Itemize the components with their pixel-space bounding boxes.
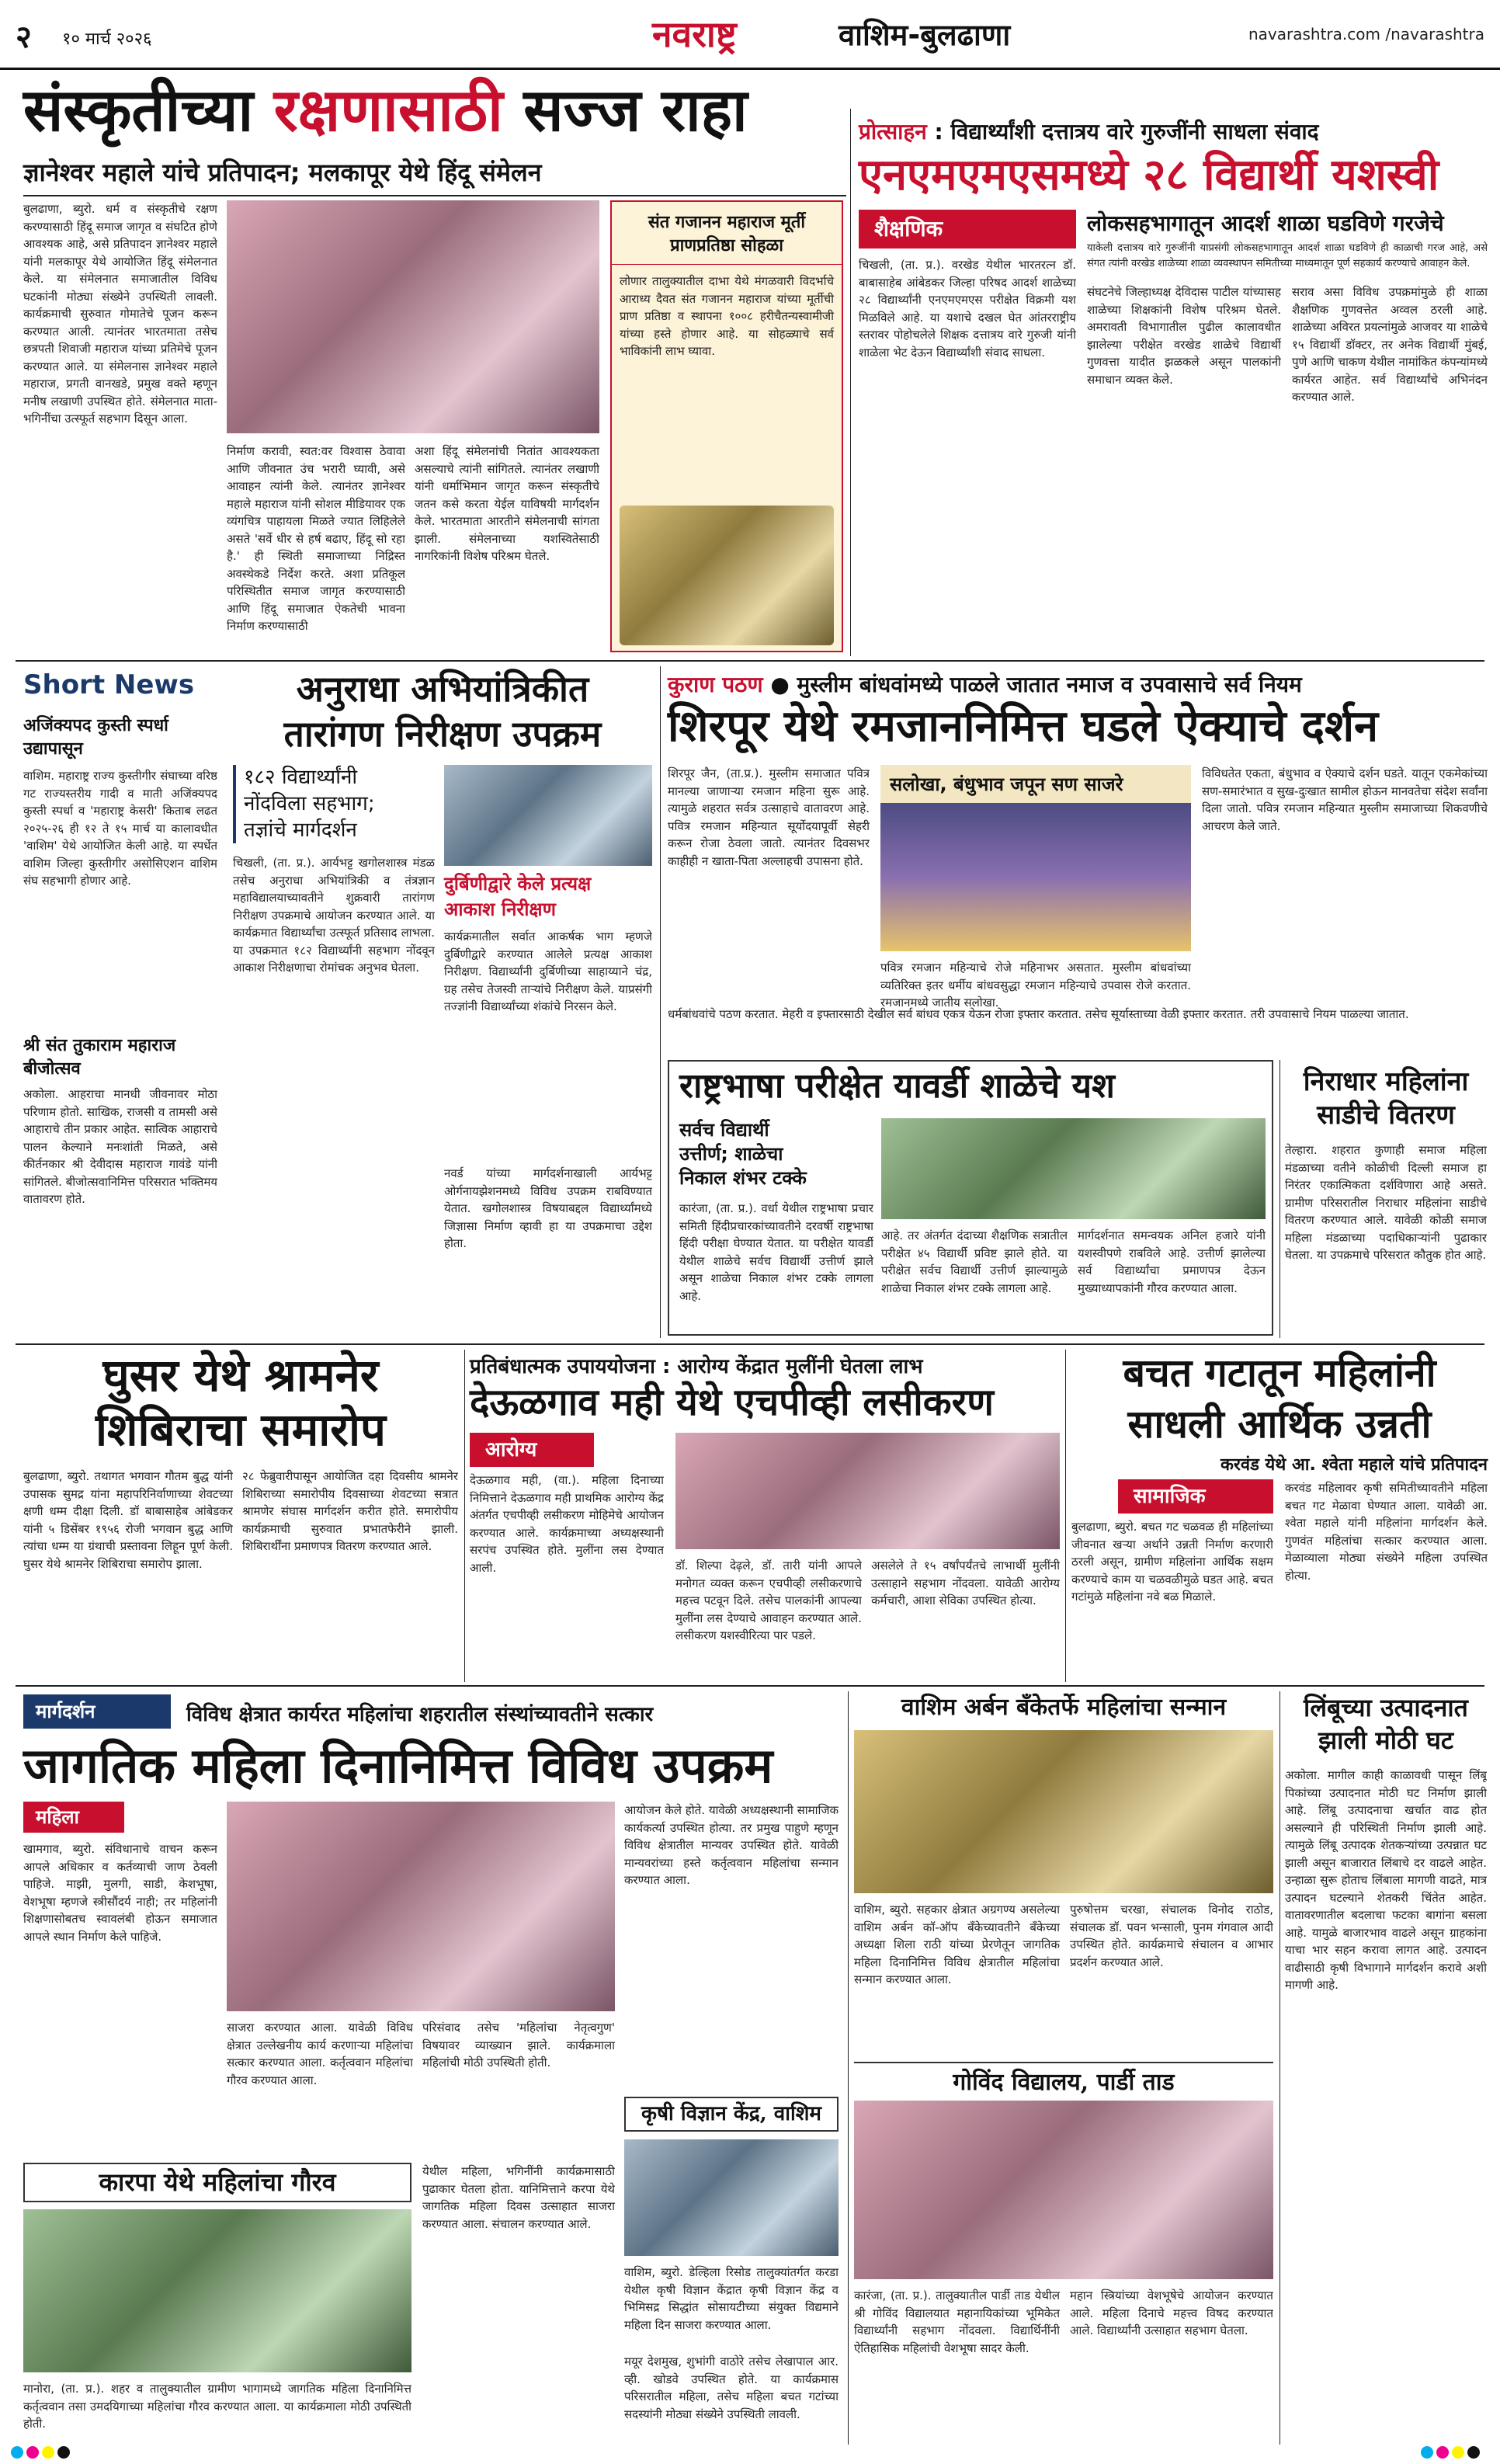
short-news-2-title: श्री संत तुकाराम महाराज बीजोत्सव [23, 1036, 176, 1079]
registration-mark-magenta [1436, 2446, 1449, 2459]
short-news-1-title: अजिंक्यपद कुस्ती स्पर्धा उद्यापासून [23, 716, 168, 759]
column-rule [848, 1691, 849, 2445]
edu-body-col2: संघटनेचे जिल्हाध्यक्ष देविदास पाटील यांच्यासह शाळेच्या शिक्षकांनी विशेष परिश्रम घेतले. अमरावती विभागातील पुढील कालावधीत झालेल्या परीक्षेत वरखेड शाळेचे विद्यार्थी गुणवत्ता यादीत झळकले असून पालकांनी समाधान व्यक्त केले. [1087, 285, 1281, 387]
hpv-tag-box [470, 1433, 594, 1467]
column-rule [660, 666, 661, 1338]
urban-bank-body-1: वाशिम, ब्युरो. सहकार क्षेत्रात अग्रगण्य असलेल्या वाशिम अर्बन कॉ-ऑप बँकेच्यावतीने बँकेच्या अध्यक्षा शिला राठी यांच्या प्रेरणेतून जागतिक महिला दिनानिमित्त विविध क्षेत्रातील महिलांचा सन्मान करण्यात आला. [854, 1903, 1060, 1986]
gajanan-box-title: संत गजानन महाराज मूर्ती प्राणप्रतिष्ठा सोहळा [612, 202, 842, 265]
hpv-headline: देऊळगाव मही येथे एचपीव्ही लसीकरण [470, 1381, 994, 1424]
registration-mark-cyan [1421, 2446, 1433, 2459]
mahila-tag: महिला [36, 1806, 79, 1828]
shirpur-body-1: शिरपूर जैन, (ता.प्र.). मुस्लीम समाजात पवित्र मानल्या जाणाऱ्या रमजान महिना सुरू आहे. त्यामुळे शहरात सर्वत्र उत्साहाचे वातावरण आहे. पवित्र रमजान महिन्यात सूर्योदयापूर्वी सेहरी करून रोजा ठेवला जातो. त्यानंतर दिवसभर काहीही न खाता-पिता अल्लाहची उपासना होते. [668, 766, 870, 868]
gajanan-box [610, 200, 843, 652]
shirpur-body-3: विविधतेत एकता, बंधुभाव व ऐक्याचे दर्शन घडते. यातून एकमेकांच्या सण-समारंभात व सुख-दुःखात सामील होऊन मानवतेचा संदेश सर्वांना दिला जातो. पवित्र रमजान महिन्यात मुस्लीम समाजाच्या शिकवणीचे आचरण केले जाते. [1202, 766, 1488, 833]
rashtrabhasha-sub-3: निकाल शंभर टक्के [679, 1167, 807, 1190]
lead-headline-b: रक्षणासाठी [273, 75, 503, 144]
hpv-tag: आरोग्य [485, 1438, 537, 1461]
govind-body-2: महान स्त्रियांच्या वेशभूषेचे आयोजन करण्यात आले. महिला दिनाचे महत्त्व विषद करण्यात आले. विद्यार्थ्यांनी उत्साहात सहभाग घेतला. [1070, 2288, 1273, 2337]
rashtrabhasha-photo [881, 1118, 1266, 1219]
niradhar-title-2: साडीचे वितरण [1317, 1100, 1455, 1131]
rashtrabhasha-headline: राष्ट्रभाषा परीक्षेत यावर्डी शाळेचे यश [679, 1066, 1115, 1106]
margdarshan-tag-box [23, 1694, 171, 1729]
shirpur-kicker [668, 669, 1488, 699]
womens-day-photo [227, 1802, 615, 2011]
lead-body-col1: बुलढाणा, ब्युरो. धर्म व संस्कृतीचे रक्षण करण्यासाठी हिंदू समाज जागृत व संघटित होणे आवश्यक आहे, असे प्रतिपादन ज्ञानेश्वर महाले यांनी मलकापूर येथे आयोजित हिंदू संमेलनात केले. या संमेलनात समाजातील विविध घटकांनी मोठ्या संख्येने उपस्थिती लावली. कार्यक्रमाची सुरुवात गोमातेचे पूजन करून करण्यात आली. त्यानंतर भारतमाता तसेच छत्रपती शिवाजी महाराज यांच्या प्रतिमेचे पूजन करण्यात आले. या संमेलनास ज्ञानेश्वर महाले महाराज, प्रगती वानखडे, प्रमुख वक्ते म्हणून मनीष लखाणी उपस्थित होते. संमेलनात माता-भगिनींचा उत्स्फूर्त सहभाग दिसून आला. [23, 202, 217, 426]
shirpur-quote: सलोखा, बंधुभाव जपून सण साजरे [880, 765, 1191, 803]
lead-headline-a: संस्कृतीच्या [23, 75, 274, 144]
registration-mark-magenta [26, 2446, 39, 2459]
bachat-tag-box [1118, 1479, 1273, 1514]
bachat-body-2: करवंड महिलावर कृषी समितीच्यावतीने महिला बचत गट मेळावा घेण्यात आला. यावेळी आ. श्वेता महाले यांनी महिलांना मार्गदर्शन केले. गुणवंत महिलांचा सत्कार करण्यात आला. मेळाव्याला मोठ्या संख्येने महिला उपस्थित होत्या. [1285, 1481, 1488, 1583]
divider [16, 660, 1484, 662]
divider [16, 1685, 1484, 1687]
edu-body-col3: सराव असा विविध उपक्रमांमुळे ही शाळा शैक्षणिक गुणवत्तेत अव्वल ठरली आहे. शाळेच्या अविरत प्रयत्नांमुळे आजवर या शाळेचे १५ विद्यार्थी डॉक्टर, तर अनेक विद्यार्थी मुंबई, पुणे आणि चाकण येथील नामांकित कंपन्यांमध्ये कार्यरत आहेत. सर्व विद्यार्थ्यांचे अभिनंदन करण्यात आले. [1292, 285, 1488, 404]
gajanan-box-body: लोणार तालुक्यातील दाभा येथे मंगळवारी विदर्भाचे आराध्य दैवत संत गजानन महाराज यांच्या मूर्तीची प्राण प्रतिष्ठा व स्थापना १००८ हरीचैतन्यस्वामीजी यांच्या हस्ते होणार आहे. या सोहळ्याचे सर्व भाविकांनी लाभ घ्यावा. [620, 274, 834, 358]
womens-day-body-1: खामगाव, ब्युरो. संविधानाचे वाचन करून आपले अधिकार व कर्तव्याची जाण ठेवली पाहिजे. माझी, मुलगी, साडी, केशभूषा, वेशभूषा म्हणजे स्त्रीसौंदर्य नाही; तर महिलांनी शिक्षणासोबतच स्वावलंबी होऊन समाजात आपले स्थान निर्माण केले पाहिजे. [23, 1842, 217, 1944]
limbu-body: अकोला. मागील काही काळावधी पासून लिंबू पिकांच्या उत्पादनात मोठी घट निर्माण झाली आहे. लिंबू उत्पादनाचा खर्चात वाढ होत असल्याने ही परिस्थिती निर्माण झाली आहे. त्यामुळे लिंबू उत्पादक शेतकऱ्यांच्या उत्पन्नात घट झाली असून बाजारात लिंबाचे दर वाढले आहेत. उन्हाळा सुरू होताच लिंबाला मागणी वाढते, मात्र उत्पादन घटल्याने शेतकरी चिंतेत आहेत. वातावरणातील बदलाचा फटका बागांना बसला आहे. यामुळे बाजारभाव वाढले असून ग्राहकांना याचा भार सहन करावा लागत आहे. उत्पादन वाढीसाठी कृषी विभागाने मार्गदर्शन करावे अशी मागणी आहे. [1285, 1768, 1487, 1992]
krishi-photo [624, 2139, 839, 2256]
edu-tag: शैक्षणिक [874, 216, 943, 242]
anuradha-body-1: चिखली, (ता. प्र.). आर्यभट्ट खगोलशास्त्र मंडळ तसेच अनुराधा अभियांत्रिकी व तंत्रज्ञान महाविद्यालयाच्यावतीने शुक्रवारी तारांगण निरीक्षण उपक्रमाचे आयोजन करण्यात आले. या कार्यक्रमात विद्यार्थ्यांचा उत्स्फूर्त प्रतिसाद लाभला. या उपक्रमात १८२ विद्यार्थ्यांनी सहभाग नोंदवून आकाश निरीक्षणाचा रोमांचक अनुभव घेतला. [233, 856, 435, 975]
womens-day-body-2: आयोजन केले होते. यावेळी अध्यक्षस्थानी सामाजिक कार्यकर्त्या उपस्थित होत्या. तर प्रमुख पाहुणे म्हणून विविध क्षेत्रातील मान्यवर उपस्थित होते. यावेळी मान्यवरांच्या हस्ते कर्तृत्ववान महिलांचा सन्मान करण्यात आला. [624, 1803, 839, 1887]
edu-tag-box [859, 210, 1076, 248]
registration-mark-black [57, 2446, 70, 2459]
limbu-title-1: लिंबूच्या उत्पादनात [1304, 1693, 1468, 1722]
urban-bank-body-2: पुरुषोत्तम चरखा, संचालक विनोद राठोड, संचालक डॉ. पवन भन्साली, पुनम गंगवाल आदी उपस्थित होते. कार्यक्रमाचे संचालन व आभार प्रदर्शन करण्यात आले. [1070, 1903, 1273, 1969]
rashtrabhasha-sub-2: उत्तीर्ण; शाळेचा [679, 1143, 783, 1166]
shirpur-body-4: धर्मबांधवांचे पठण करतात. मेहरी व इफ्तारसाठी देखील सर्व बांधव एकत्र येऊन रोजा इफ्तार करतात. तसेच सूर्यास्ताच्या वेळी इफ्तार करतात. तरी उपवासाचे नियम पाळल्या जातात. [668, 1007, 1409, 1021]
column-rule [850, 109, 851, 656]
ghusar-title-2: शिबिराचा समारोप [95, 1403, 386, 1456]
short-news-title: Short News [23, 669, 195, 700]
lead-subtitle: ज्ञानेश्वर महाले यांचे प्रतिपादन; मलकापूर येथे हिंदू संमेलन [23, 155, 846, 196]
rashtrabhasha-body-1: कारंजा, (ता. प्र.). वर्धा येथील राष्ट्रभाषा प्रचार समिती हिंदीप्रचारकांच्यावतीने दरवर्षी राष्ट्रभाषा हिंदी परीक्षा घेण्यात येतात. या परीक्षेत यावर्डी येथील शाळेचे सर्वच विद्यार्थी उत्तीर्ण झाले असून शाळेचा निकाल शंभर टक्के लागला आहे. [679, 1201, 873, 1303]
shirpur-kicker-label: कुराण पठण [668, 672, 763, 697]
registration-mark-black [1467, 2446, 1480, 2459]
lead-photo [227, 200, 599, 433]
anuradha-mid-2: आकाश निरीक्षण [444, 898, 556, 920]
lead-headline [23, 75, 846, 144]
lead-body-col2: निर्माण करावी, स्वत:वर विश्वास ठेवावा आणि जीवनात उंच भरारी घ्यावी, असे आवाहन त्यांनी केले. त्यानंतर ज्ञानेश्वर महाले महाराज यांनी सोशल मीडियावर एक व्यंगचित्र पाहायला मिळते ज्यात लिहिलेले असते 'सर्वे धीर से हर्ष बढाए, हिंदू सो रहा है.' ही स्थिती समाजाच्या निद्रिस्त अवस्थेकडे निर्देश करते. अशा प्रतिकूल परिस्थितीत समाज जागृत करण्यासाठी आणि हिंदू समाजात ऐकतेची भावना निर्माण करण्यासाठी [227, 444, 405, 633]
short-news-1-body: वाशिम. महाराष्ट्र राज्य कुस्तीगीर संघाच्या वरिष्ठ गट राज्यस्तरीय गादी व माती अजिंक्यपद कुस्ती स्पर्धा व 'महाराष्ट्र केसरी' किताब लढत २०२५-२६ ही १२ ते १५ मार्च या कालावधीत 'वाशिम' येथे आयोजित केली आहे. या स्पर्धेत वाशिम जिल्हा कुस्तीगीर असोसिएशन वाशिम संघ सहभागी होणार आहे. [23, 769, 217, 888]
edu-kicker-label: प्रोत्साहन [859, 119, 927, 144]
niradhar-title-1: निराधार महिलांना [1303, 1066, 1469, 1097]
bachat-tag: सामाजिक [1134, 1485, 1206, 1508]
hpv-body-1: देऊळगाव मही, (वा.). महिला दिनाच्या निमित्ताने देऊळगाव मही प्राथमिक आरोग्य केंद्र अंतर्गत एचपीव्ही लसीकरण मोहिमेचे आयोजन करण्यात आले. कार्यक्रमाच्या अध्यक्षस्थानी सरपंच उपस्थित होते. मुलींना लस देण्यात आली. [470, 1473, 664, 1575]
page-number: २ [16, 19, 32, 55]
bachat-title-2: साधली आर्थिक उन्नती [1127, 1401, 1432, 1447]
lead-headline-c: सज्ज राहा [502, 75, 748, 144]
masthead [0, 0, 1500, 70]
gajanan-image [620, 506, 834, 645]
ghusar-title-1: घुसर येथे श्रामनेर [102, 1349, 379, 1402]
shirpur-body-2: पवित्र रमजान महिन्याचे रोजे महिनाभर असतात. मुस्लीम बांधवांच्या व्यतिरिक्त इतर धर्मीय बांधवसुद्धा रमजान महिन्याचे उपवास रोजे करतात. रमजानमध्ये जातीय सलोखा. [880, 961, 1191, 1010]
urban-bank-title: वाशिम अर्बन बँकेतर्फे महिलांचा सन्मान [901, 1694, 1227, 1721]
hpv-body-3: असलेले ते १५ वर्षांपर्यंतचे लाभार्थी मुलींनी उत्साहाने सहभाग नोंदवला. यावेळी आरोग्य कर्मचारी, आशा सेविका उपस्थित होत्या. [871, 1559, 1060, 1607]
govind-title: गोविंद विद्यालय, पार्डी ताड [854, 2062, 1273, 2095]
column-rule [464, 1350, 465, 1682]
anuradha-sub-1: १८२ विद्यार्थ्यांनी [244, 766, 358, 789]
mahila-tag-box [23, 1802, 124, 1833]
registration-mark-yellow [42, 2446, 54, 2459]
anuradha-body-2: कार्यक्रमातील सर्वात आकर्षक भाग म्हणजे दुर्बिणीद्वारे करण्यात आलेले प्रत्यक्ष आकाश निरीक्षण. विद्यार्थ्यांनी दुर्बिणीच्या साहाय्याने चंद्र, ग्रह तसेच तेजस्वी ताऱ्यांचे निरीक्षण केले. याप्रसंगी तज्ज्ञांनी विद्यार्थ्यांच्या शंकांचे निरसन केले. [444, 930, 652, 1013]
anuradha-photo-1 [444, 765, 652, 866]
womens-day-headline: जागतिक महिला दिनानिमित्त विविध उपक्रम [23, 1737, 773, 1794]
karpa-body: मानोरा, (ता. प्र.). शहर व तालुक्यातील ग्रामीण भागामध्ये जागतिक महिला दिनानिमित्त कर्तृत्ववान तसा उमदयिगाच्या महिलांचा गौरव करण्यात आला. या कार्यक्रमाला मोठी उपस्थिती होती. [23, 2382, 411, 2431]
column-rule [1065, 1350, 1066, 1682]
rashtrabhasha-body-2: आहे. तर अंतर्गत दंदाच्या शैक्षणिक सत्रातील परीक्षेत ४५ विद्यार्थी प्रविष्ट झाले होते. या परीक्षेत सर्वच विद्यार्थी उत्तीर्ण झाल्यामुळे शाळेचा निकाल शंभर टक्के लागला आहे. [881, 1229, 1068, 1295]
issue-date: १० मार्च २०२६ [62, 30, 152, 49]
womens-day-body-4: परिसंवाद तसेच 'महिलांचा नेतृत्वगुण' विषयावर व्याख्यान झाले. कार्यक्रमाला महिलांची मोठी उपस्थिती होती. [422, 2021, 615, 2070]
bachat-body-1: बुलढाणा, ब्युरो. बचत गट चळवळ ही महिलांच्या जीवनात खऱ्या अर्थाने उन्नती निर्माण करणारी ठरली असून, ग्रामीण महिलांना आर्थिक सक्षम करण्याचे काम या चळवळीमुळे घडत आहे. बचत गटांमुळे महिलांना नवे बळ मिळाले. [1071, 1520, 1273, 1604]
registration-mark-yellow [1452, 2446, 1464, 2459]
edition-name: वाशिम-बुलढाणा [839, 18, 1011, 52]
brand-logo: नवराष्ट्र [652, 13, 737, 55]
ghusar-body-2: २८ फेब्रुवारीपासून आयोजित दहा दिवसीय श्रामनेर शिबिराच्या समारोपीय दिवसाच्या शेवटच्या सत्रात श्रामणेर संघास मार्गदर्शन करीत होते. समारोपीय कार्यक्रमाची सुरुवात प्रभातफेरीने झाली. शिबिरार्थींना प्रमाणपत्र वितरण करण्यात आले. [242, 1469, 458, 1553]
margdarshan-kicker: विविध क्षेत्रात कार्यरत महिलांचा शहरातील संस्थांच्यावतीने सत्कार [186, 1703, 654, 1726]
margdarshan-tag: मार्गदर्शन [36, 1701, 95, 1722]
anuradha-sub-3: तज्ञांचे मार्गदर्शन [244, 818, 357, 842]
anuradha-body-3: नवर्ड यांच्या मार्गदर्शनाखाली आर्यभट्ट ओर्गनायझेशनमध्ये विविध उपक्रम राबविण्यात येतात. खगोलशास्त्र विषयाबद्दल विद्यार्थ्यांमध्ये जिज्ञासा निर्माण व्हावी हा या उपक्रमाचा उद्देश होता. [444, 1166, 652, 1250]
edu-kicker-text: : विद्यार्थ्यांशी दत्तात्रय वारे गुरुजींनी साधला संवाद [926, 119, 1319, 144]
hpv-kicker: प्रतिबंधात्मक उपाययोजना : आरोग्य केंद्रात मुलींनी घेतला लाभ [470, 1355, 923, 1378]
krishi-title: कृषी विज्ञान केंद्र, वाशिम [624, 2097, 839, 2132]
govind-body-1: कारंजा, (ता. प्र.). तालुक्यातील पार्डी ताड येथील श्री गोविंद विद्यालयात महानायिकांच्या भूमिकेत विद्यार्थ्यांनी सहभाग नोंदवला. विद्यार्थिनींनी ऐतिहासिक महिलांची वेशभूषा सादर केली. [854, 2288, 1060, 2355]
anuradha-title-2: तारांगण निरीक्षण उपक्रम [283, 713, 602, 755]
hpv-photo [675, 1433, 1060, 1549]
rashtrabhasha-sub-1: सर्वच विद्यार्थी [679, 1119, 769, 1141]
rashtrabhasha-subhead [679, 1118, 873, 1191]
womens-day-body-3: साजरा करण्यात आला. यावेळी विविध क्षेत्रात उल्लेखनीय कार्य करणाऱ्या महिलांचा सत्कार करण्यात आला. कर्तृत्ववान महिलांचा गौरव करण्यात आला. [227, 2021, 413, 2087]
lead-body-col3: अशा हिंदू संमेलनांची नितांत आवश्यकता असल्याचे त्यांनी सांगितले. त्यानंतर लखाणी यांनी धर्माभिमान जागृत करून संस्कृतीचे जतन कसे करता येईल याविषयी मार्गदर्शन केले. भारतमाता आरतीने संमेलनाची सांगता झाली. संमेलनाच्या यशस्वितेसाठी नागरिकांनी विशेष परिश्रम घेतले. [415, 444, 599, 563]
shirpur-kicker-text: ● मुस्लीम बांधवांमध्ये पाळले जातात नमाज व उपवासाचे सर्व नियम [762, 672, 1302, 697]
shirpur-headline: शिरपूर येथे रमजाननिमित्त घडले ऐक्याचे दर्शन [668, 700, 1379, 752]
bachat-title-1: बचत गटातून महिलांनी [1123, 1350, 1436, 1395]
divider [16, 1343, 1484, 1345]
registration-mark-cyan [11, 2446, 23, 2459]
krishi-body-2: मयूर देशमुख, शुभांगी वाठोरे तसेच लेखापाल आर. व्ही. खोडवे उपस्थित होते. या कार्यक्रमास परिसरातील महिला, तसेच महिला बचत गटांच्या सदस्यांनी मोठ्या संख्येने उपस्थिती लावली. [624, 2355, 839, 2421]
anuradha-mid-1: दुर्बिणीद्वारे केले प्रत्यक्ष [444, 872, 592, 895]
niradhar-body: तेल्हारा. शहरात कुणाही समाज महिला मंडळाच्या वतीने कोळीची दिल्ली समाज हा निरंतर एकात्मिकता दर्शविणारा आहे असते. ग्रामीण परिसरातील निराधार महिलांना साडीचे वितरण करण्यात आले. यावेळी कोळी समाज महिला मंडळाच्या पदाधिकाऱ्यांनी पुढाकार घेतला. या उपक्रमाचे परिसरात कौतुक होत आहे. [1285, 1143, 1487, 1262]
anuradha-sub-2: नोंदविला सहभाग; [244, 791, 375, 815]
edu-headline: एनएमएमएसमध्ये २८ विद्यार्थी यशस्वी [859, 149, 1439, 200]
krishi-body: वाशिम, ब्युरो. डेल्हिला रिसोड तालुक्यांतर्गत करडा येथील कृषी विज्ञान केंद्रात कृषी विज्ञान केंद्र व भिमिसद्र सिद्धांत सोसायटीच्या संयुक्त विद्यमाने महिला दिन साजरा करण्यात आला. [624, 2265, 839, 2332]
short-news-2-body: अकोला. आहराचा मानधी जीवनावर मोठा परिणाम होतो. साखिक, राजसी व तामसी असे आहाराचे तीन प्रकार आहेत. सात्विक आहाराचे पालन केल्याने मनःशांती मिळते, असे कीर्तनकार श्री देवीदास महाराज गावंडे यांनी सांगितले. बीजोत्सवानिमित्त परिसरात भक्तिमय वातावरण होते. [23, 1087, 217, 1206]
karpa-title: कारपा येथे महिलांचा गौरव [23, 2163, 411, 2202]
ghusar-body-1: बुलढाणा, ब्युरो. तथागत भगवान गौतम बुद्ध यांनी उपासक सुमद्र यांना महापरिनिर्वाणाच्या शेवटच्या क्षणी धम्म दीक्षा दिली. डॉ बाबासाहेब आंबेडकर यांनी ५ डिसेंबर १९५६ रोजी भगवान बुद्ध आणि त्यांचा धम्म या ग्रंथाची प्रस्तावना लिहून पूर्ण केली. घुसर येथे श्रामनेर शिबिराचा समारोप झाला. [23, 1469, 233, 1571]
govind-photo [854, 2101, 1273, 2279]
bachat-subtitle: करवंड येथे आ. श्वेता महाले यांचे प्रतिपादन [1220, 1455, 1488, 1475]
site-url[interactable]: navarashtra.com /navarashtra [1248, 25, 1484, 43]
karpa-body-2: येथील महिला, भगिनींनी कार्यक्रमासाठी पुढाकार घेतला होता. यानिमित्ताने करपा येथे जागतिक महिला दिवस उत्साहात साजरा करण्यात आला. संचालन करण्यात आले. [422, 2164, 615, 2231]
edu-intro: याकेली दत्तात्रय वारे गुरुजींनी याप्रसंगी लोकसहभागातून आदर्श शाळा घडविणे ही काळाची गरज आहे, असे संगत त्यांनी वरखेड शाळेच्या शाळा व्यवस्थापन समितीच्या माध्यमातून पूर्ण सहकार्य करण्याचे आवाहन केले. [1087, 242, 1488, 269]
karpa-photo [23, 2209, 411, 2372]
urban-bank-photo [854, 1730, 1273, 1893]
limbu-title-2: झाली मोठी घट [1318, 1725, 1454, 1755]
edu-body-col1: चिखली, (ता. प्र.). वरखेड येथील भारतरत्न डॉ. बाबासाहेब आंबेडकर जिल्हा परिषद आदर्श शाळेच्या २८ विद्यार्थ्यांनी एनएमएमएस परीक्षेत विक्रमी यश मिळविले आहे. या यशाचे दखल घेत आंतरराष्ट्रीय स्तरावर पोहोचलेले शिक्षक दत्तात्रय वारे गुरुजी यांनी शाळेला भेट देऊन विद्यार्थ्यांशी संवाद साधला. [859, 258, 1076, 360]
edu-subtitle: लोकसहभागातून आदर्श शाळा घडविणे गरजेचे [1087, 210, 1444, 236]
hpv-body-2: डॉ. शिल्पा देढ़ले, डॉ. तारी यांनी आपले मनोगत व्यक्त करून एचपीव्ही लसीकरणाचे महत्त्व पटवून दिले. तसेच पालकांनी आपल्या मुलींना लस देण्याचे आवाहन करण्यात आले. लसीकरण यशस्वीरित्या पार पडले. [675, 1559, 862, 1642]
ramzan-illustration [880, 765, 1191, 951]
anuradha-title-1: अनुराधा अभियांत्रिकीत [296, 668, 589, 710]
edu-kicker [859, 116, 1488, 146]
anuradha-subhead [233, 765, 435, 843]
rashtrabhasha-body-3: मार्गदर्शनात समन्वयक अनिल हजारे यांनी यशस्वीपणे राबविले आहे. उत्तीर्ण झालेल्या सर्व विद्यार्थ्यांचा प्रमाणपत्र देऊन मुख्याध्यापकांनी गौरव करण्यात आला. [1078, 1229, 1266, 1295]
